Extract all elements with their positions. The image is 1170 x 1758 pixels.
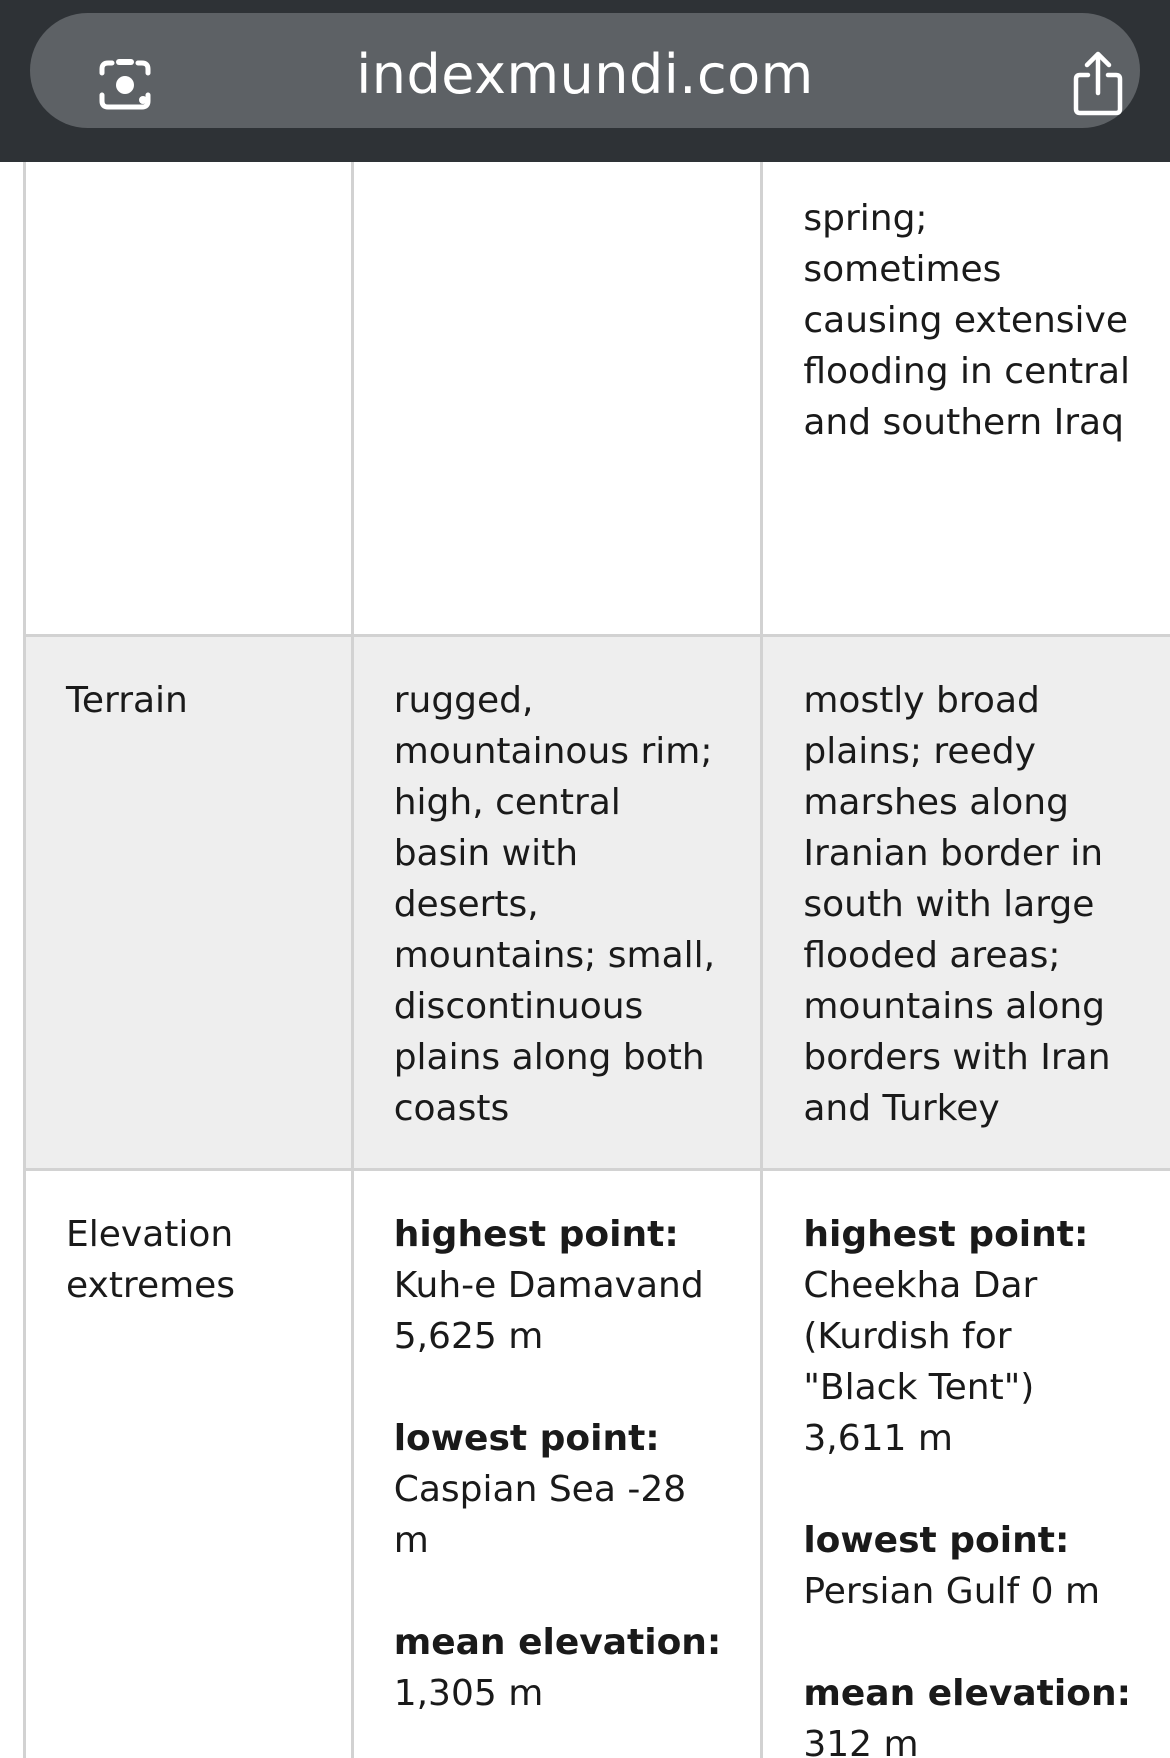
comparison-table-wrap (0, 162, 1170, 1758)
share-icon[interactable] (1070, 51, 1126, 117)
page-content (0, 162, 1170, 1758)
mean-elevation-label: mean elevation: (803, 1673, 1131, 1714)
terrain-label: Terrain (25, 636, 353, 1170)
flooding-text: spring; sometimes causing extensive flooding in central and southern Iraq (803, 198, 1131, 443)
table-row (25, 162, 1170, 636)
highest-point-label: highest point: (393, 1214, 679, 1255)
lowest-point-value: Caspian Sea -28 m (393, 1469, 687, 1561)
terrain-iran: rugged, mountainous rim; high, central basin with deserts, mountains; small, discontinuous plains along both coasts (352, 636, 762, 1170)
highest-point-value: Cheekha Dar (Kurdish for "Black Tent") 3,611 m (803, 1265, 1038, 1459)
mean-elevation-value: 1,305 m (393, 1673, 544, 1714)
mean-elevation-value: 312 m (803, 1724, 919, 1758)
lowest-point-value: Persian Gulf 0 m (803, 1571, 1101, 1612)
elevation-iraq (762, 1170, 1170, 1758)
lowest-point-label: lowest point: (803, 1520, 1070, 1561)
table-cell-iraq (762, 162, 1170, 636)
table-row-elevation (25, 1170, 1170, 1758)
elevation-iran (352, 1170, 762, 1758)
browser-top-bar (0, 0, 1170, 162)
terrain-iraq: mostly broad plains; reedy marshes along Iranian border in south with large flooded areas; mountains along borders with Iran and Turkey (762, 636, 1170, 1170)
elevation-label: Elevation extremes (25, 1170, 353, 1758)
comparison-table (23, 162, 1170, 1758)
highest-point-label: highest point: (803, 1214, 1089, 1255)
mean-elevation-label: mean elevation: (393, 1622, 722, 1663)
table-row-terrain (25, 636, 1170, 1170)
highest-point-value: Kuh-e Damavand 5,625 m (393, 1265, 704, 1357)
url-text[interactable]: indexmundi.com (356, 43, 814, 106)
table-cell-label (25, 162, 353, 636)
table-cell-iran (352, 162, 762, 636)
address-bar[interactable] (30, 13, 1140, 128)
lowest-point-label: lowest point: (393, 1418, 660, 1459)
